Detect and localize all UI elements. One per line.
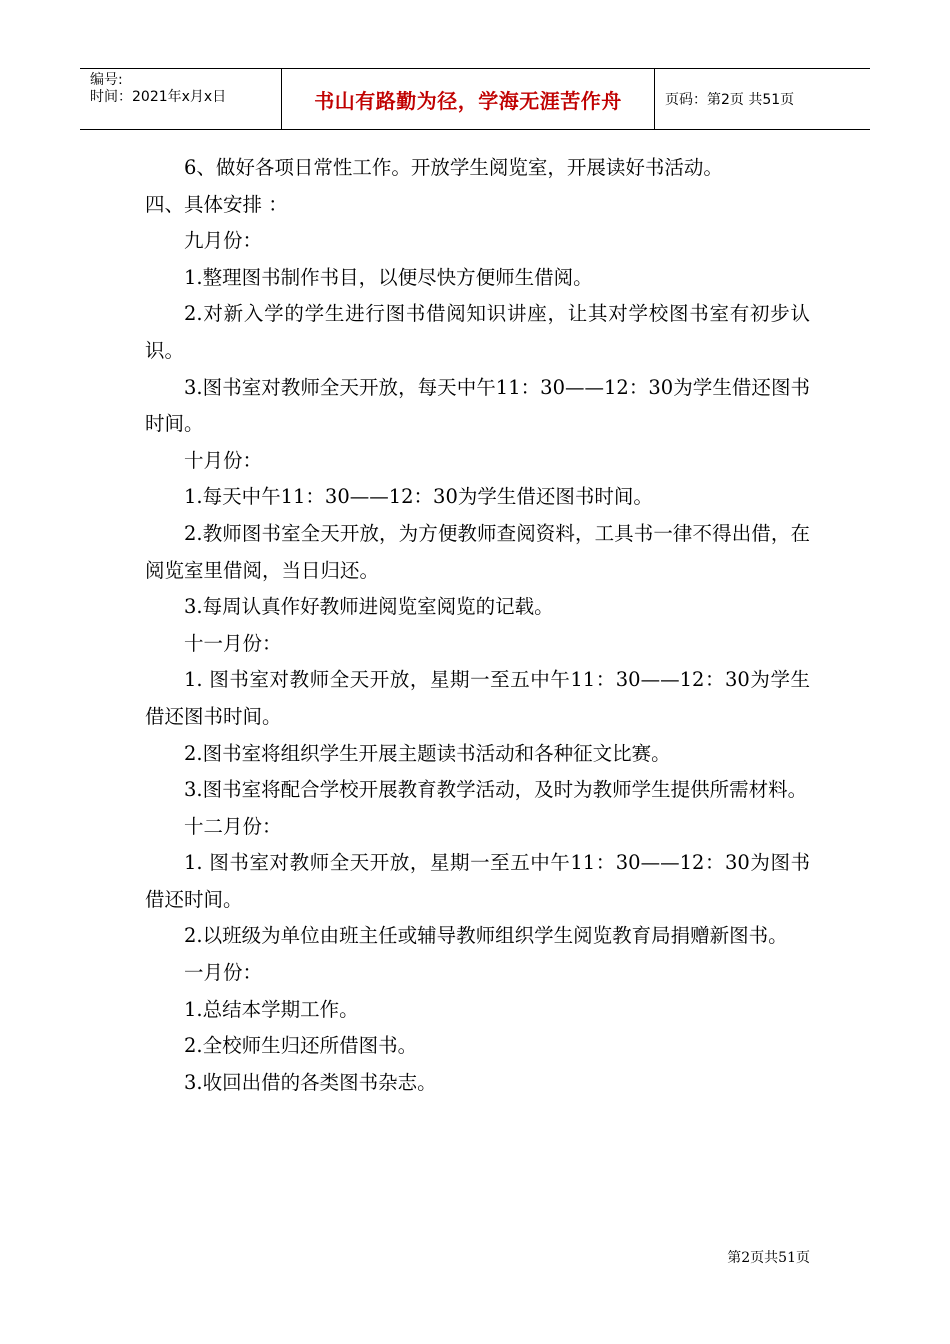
page-footer: 第2页共51页 (727, 1250, 810, 1266)
paragraph: 3.每周认真作好教师进阅览室阅览的记载。 (184, 595, 554, 619)
header-motto: 书山有路勤为径，学海无涯苦作舟 (282, 69, 655, 129)
month-heading: 一月份： (184, 961, 263, 985)
document-number: 编号: (90, 72, 123, 88)
month-heading: 十二月份： (184, 814, 282, 838)
paragraph: 2.全校师生归还所借图书。 (184, 1034, 418, 1058)
paragraph: 3.图书室对教师全天开放，每天中午11：30——12：30为学生借还图书时间。 (145, 375, 810, 436)
paragraph: 3.图书室将配合学校开展教育教学活动，及时为教师学生提供所需材料。 (184, 778, 808, 802)
paragraph: 1. 图书室对教师全天开放，星期一至五中午11：30——12：30为学生借还图书时间。 (145, 668, 810, 728)
page-header (80, 68, 870, 130)
paragraph: 2.教师图书室全天开放，为方便教师查阅资料，工具书一律不得出借，在阅览室里借阅，当日归还。 (145, 521, 810, 582)
paragraph: 1.整理图书制作书目，以便尽快方便师生借阅。 (184, 265, 593, 289)
paragraph: 2.图书室将组织学生开展主题读书活动和各种征文比赛。 (184, 741, 671, 765)
paragraph: 2.对新入学的学生进行图书借阅知识讲座，让其对学校图书室有初步认识。 (145, 302, 810, 362)
month-heading: 九月份： (184, 229, 263, 253)
document-body (145, 150, 810, 1101)
header-info (80, 69, 282, 129)
paragraph: 1. 图书室对教师全天开放，星期一至五中午11：30——12：30为图书借还时间。 (145, 851, 810, 911)
paragraph: 1.总结本学期工作。 (184, 997, 359, 1021)
month-heading: 十一月份： (184, 631, 282, 655)
paragraph: 1.每天中午11：30——12：30为学生借还图书时间。 (184, 485, 653, 509)
paragraph: 3.收回出借的各类图书杂志。 (184, 1070, 437, 1094)
paragraph: 6、做好各项日常性工作。开放学生阅览室，开展读好书活动。 (184, 156, 723, 179)
paragraph: 2.以班级为单位由班主任或辅导教师组织学生阅览教育局捐赠新图书。 (184, 924, 788, 948)
header-page-number: 页码：第2页 共51页 (665, 92, 795, 108)
month-heading: 十月份： (184, 448, 263, 472)
document-date: 时间：2021年x月x日 (90, 89, 227, 105)
section-heading: 四、具体安排 ： (145, 192, 288, 216)
